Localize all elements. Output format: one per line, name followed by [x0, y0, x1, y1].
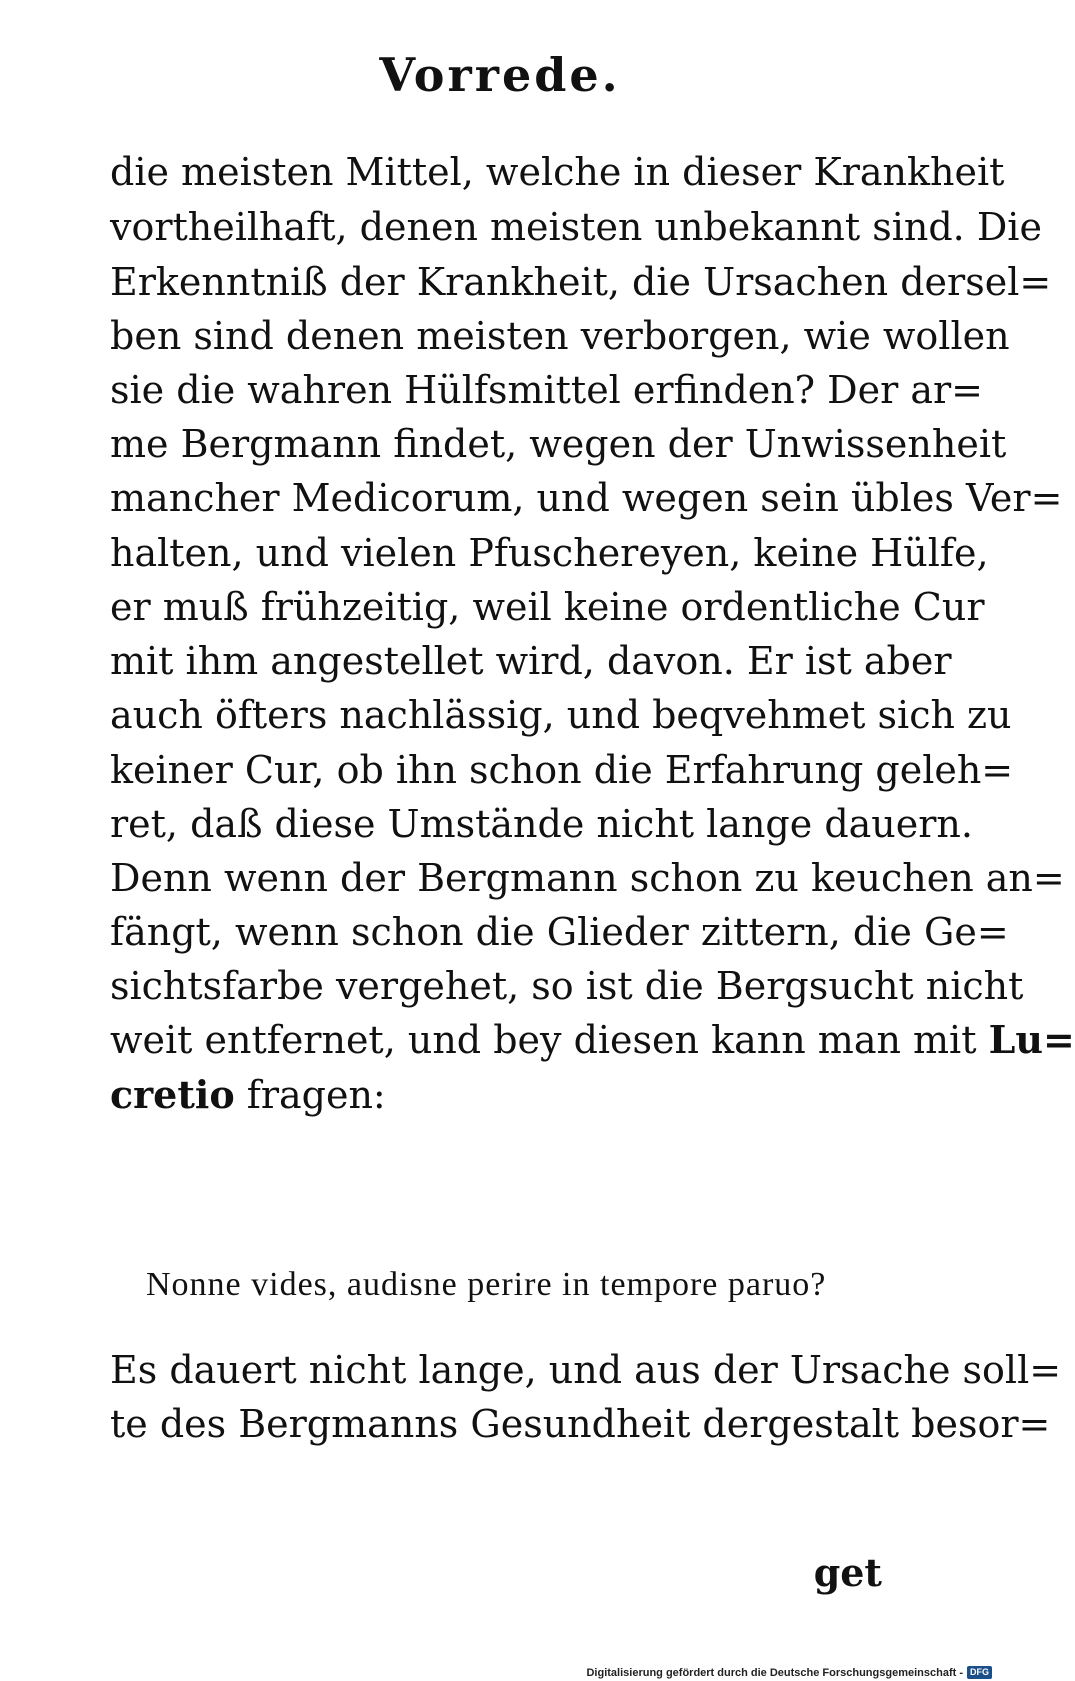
text-line-rest: fragen:	[234, 1073, 386, 1117]
text-line: fängt, wenn schon die Glieder zittern, die Ge=	[110, 910, 1009, 954]
text-line: mit ihm angestellet wird, davon. Er ist aber	[110, 639, 952, 683]
text-line: die meisten Mittel, welche in dieser Krankheit	[110, 150, 1005, 194]
text-line: keiner Cur, ob ihn schon die Erfahrung geleh=	[110, 748, 1014, 792]
catchword: get	[813, 1550, 882, 1595]
text-line: me Bergmann findet, wegen der Unwissenheit	[110, 422, 1007, 466]
text-line-main: weit entfernet, und bey diesen kann man mit	[110, 1018, 977, 1062]
latin-quotation: Nonne vides, audisne perire in tempore paruo?	[146, 1266, 827, 1303]
text-line: Es dauert nicht lange, und aus der Ursache soll=	[110, 1348, 1062, 1392]
text-line: te des Bergmanns Gesundheit dergestalt besor=	[110, 1402, 1051, 1446]
text-line: auch öfters nachlässig, und beqvehmet sich zu	[110, 693, 1012, 737]
text-line: halten, und vielen Pfuschereyen, keine Hülfe,	[110, 531, 989, 575]
dfg-logo: DFG	[967, 1666, 992, 1679]
emphasized-name: Lu=	[988, 1017, 1075, 1062]
text-line: ben sind denen meisten verborgen, wie wollen	[110, 314, 1010, 358]
text-line	[110, 1017, 1075, 1062]
text-line: Denn wenn der Bergmann schon zu keuchen an=	[110, 856, 1065, 900]
digitization-credit-text: Digitalisierung gefördert durch die Deutsche Forschungsgemeinschaft -	[586, 1666, 963, 1679]
text-line: er muß frühzeitig, weil keine ordentliche Cur	[110, 585, 985, 629]
text-line: Erkenntniß der Krankheit, die Ursachen dersel=	[110, 260, 1052, 304]
emphasized-name: cretio	[110, 1072, 235, 1117]
text-line: sie die wahren Hülfsmittel erfinden? Der ar=	[110, 368, 983, 412]
digitization-credit	[586, 1666, 992, 1679]
text-line: vortheilhaft, denen meisten unbekannt sind. Die	[110, 205, 1042, 249]
text-line: mancher Medicorum, und wegen sein übles Ver=	[110, 476, 1063, 520]
text-line: ret, daß diese Umstände nicht lange dauern.	[110, 802, 973, 846]
text-line: sichtsfarbe vergehet, so ist die Bergsucht nicht	[110, 964, 1024, 1008]
text-line	[110, 1073, 880, 1117]
running-head: Vorrede.	[379, 48, 621, 102]
